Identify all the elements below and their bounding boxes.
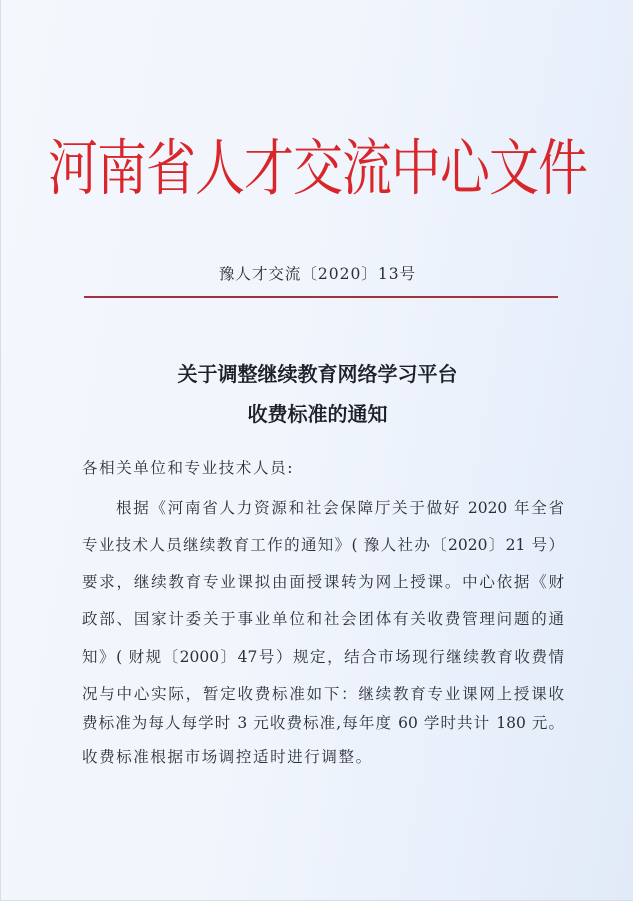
body-line: 况与中心实际，暂定收费标准如下：继续教育专业课网上授课收: [82, 685, 564, 703]
body-line: 根据《河南省人力资源和社会保障厅关于做好 2020 年全省: [116, 499, 564, 517]
body-line: 收费标准根据市场调控适时进行调整。: [82, 748, 373, 766]
body-line: 专业技术人员继续教育工作的通知》( 豫人社办〔2020〕21 号）: [82, 536, 564, 554]
subject-line-2: 收费标准的通知: [247, 402, 388, 426]
document-subject: [1, 354, 633, 434]
body-line: 政部、国家计委关于事业单位和社会团体有关收费管理问题的通: [82, 610, 564, 628]
salutation: 各相关单位和专业技术人员:: [82, 459, 295, 477]
red-divider-rule: [84, 296, 558, 298]
body-line: 要求，继续教育专业课拟由面授课转为网上授课。中心依据《财: [82, 573, 564, 591]
document-header-title: 河南省人才交流中心文件: [48, 132, 587, 204]
body-line: 费标准为每人每学时 3 元收费标准,每年度 60 学时共计 180 元。: [82, 714, 564, 732]
subject-line-1: 关于调整继续教育网络学习平台: [177, 362, 458, 386]
body-line: 知》( 财规〔2000〕47号）规定，结合市场现行继续教育收费情: [82, 648, 564, 666]
document-number: 豫人才交流〔2020〕13号: [218, 265, 417, 283]
